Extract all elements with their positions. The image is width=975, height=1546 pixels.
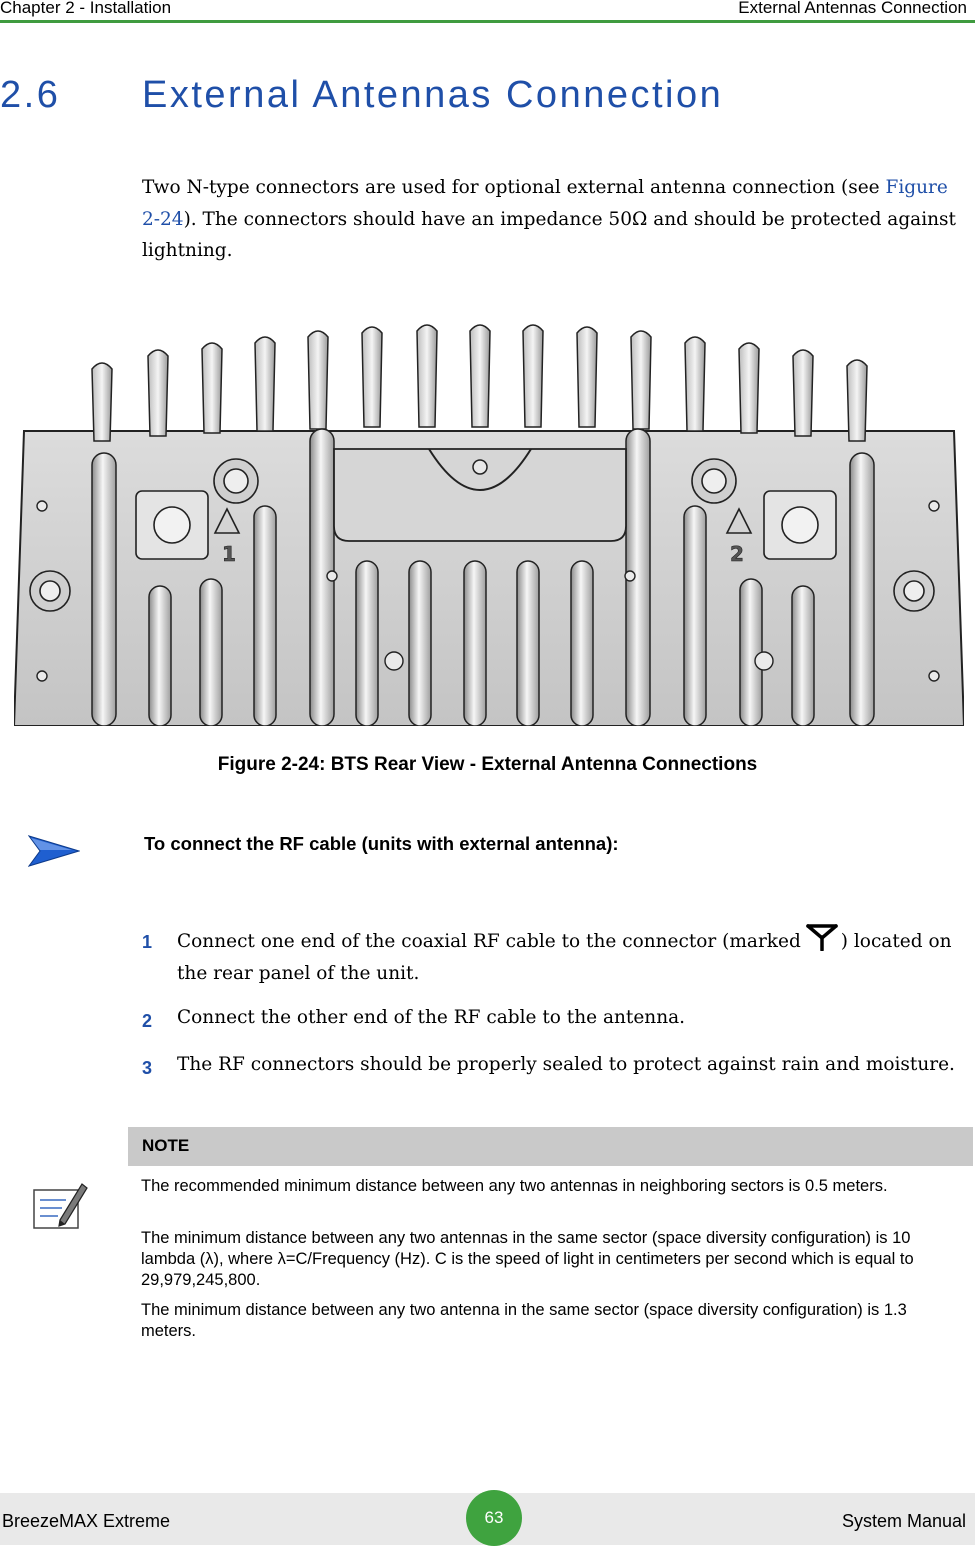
procedure-arrow-icon xyxy=(28,834,80,868)
note-header-bar xyxy=(128,1127,973,1166)
step-1 xyxy=(142,923,972,989)
step-text: Connect one end of the coaxial RF cable to the connector (marked xyxy=(177,931,801,952)
footer-product: BreezeMAX Extreme xyxy=(2,1511,171,1531)
note-paragraph-2: The minimum distance between any two antennas in the same sector (space diversity configuration) is 10 lambda (λ), where λ=C/Frequency (Hz). C is the speed of light in centimeters per second which is equal to 29,979,245,800. xyxy=(141,1229,914,1289)
figure-xref-link[interactable]: Figure 2-24 xyxy=(142,177,948,230)
step-number: 2 xyxy=(142,1011,153,1031)
procedure-title: To connect the RF cable (units with external antenna): xyxy=(144,833,619,854)
connector-marker-2: 2 xyxy=(730,542,744,566)
intro-paragraph xyxy=(142,172,962,267)
note-paragraph-1: The recommended minimum distance between any two antennas in neighboring sectors is 0.5 meters. xyxy=(141,1177,888,1195)
intro-text-1: Two N-type connectors are used for optional external antenna connection (see xyxy=(142,177,886,198)
page-number-badge: 63 xyxy=(466,1490,522,1546)
note-pencil-icon xyxy=(32,1180,88,1232)
section-title: External Antennas Connection xyxy=(142,74,724,116)
antenna-icon xyxy=(805,923,839,951)
section-heading xyxy=(0,74,723,117)
step-2 xyxy=(142,1002,972,1034)
section-number: 2.6 xyxy=(0,74,61,116)
header-section: External Antennas Connection xyxy=(738,0,967,17)
note-label: NOTE xyxy=(142,1136,190,1155)
step-number: 1 xyxy=(142,932,153,952)
step-text: Connect the other end of the RF cable to the antenna. xyxy=(177,1007,686,1028)
intro-text-2: ). The connectors should have an impedance 50Ω and should be protected against lightning. xyxy=(142,208,956,261)
header-chapter: Chapter 2 - Installation xyxy=(0,0,172,17)
header-rule xyxy=(0,20,975,23)
step-text-cont: ) located on the rear panel of the unit. xyxy=(177,931,952,984)
step-3 xyxy=(142,1049,972,1081)
figure-caption: Figure 2-24: BTS Rear View - External Antenna Connections xyxy=(217,754,758,775)
bts-rear-view-figure xyxy=(14,321,964,726)
step-text: The RF connectors should be properly sealed to protect against rain and moisture. xyxy=(177,1054,955,1075)
step-number: 3 xyxy=(142,1058,153,1078)
footer-manual: System Manual xyxy=(841,1511,966,1531)
note-paragraph-3: The minimum distance between any two antenna in the same sector (space diversity configuration) is 1.3 meters. xyxy=(141,1301,907,1340)
connector-marker-1: 1 xyxy=(222,542,236,566)
cooling-fins xyxy=(92,325,867,441)
